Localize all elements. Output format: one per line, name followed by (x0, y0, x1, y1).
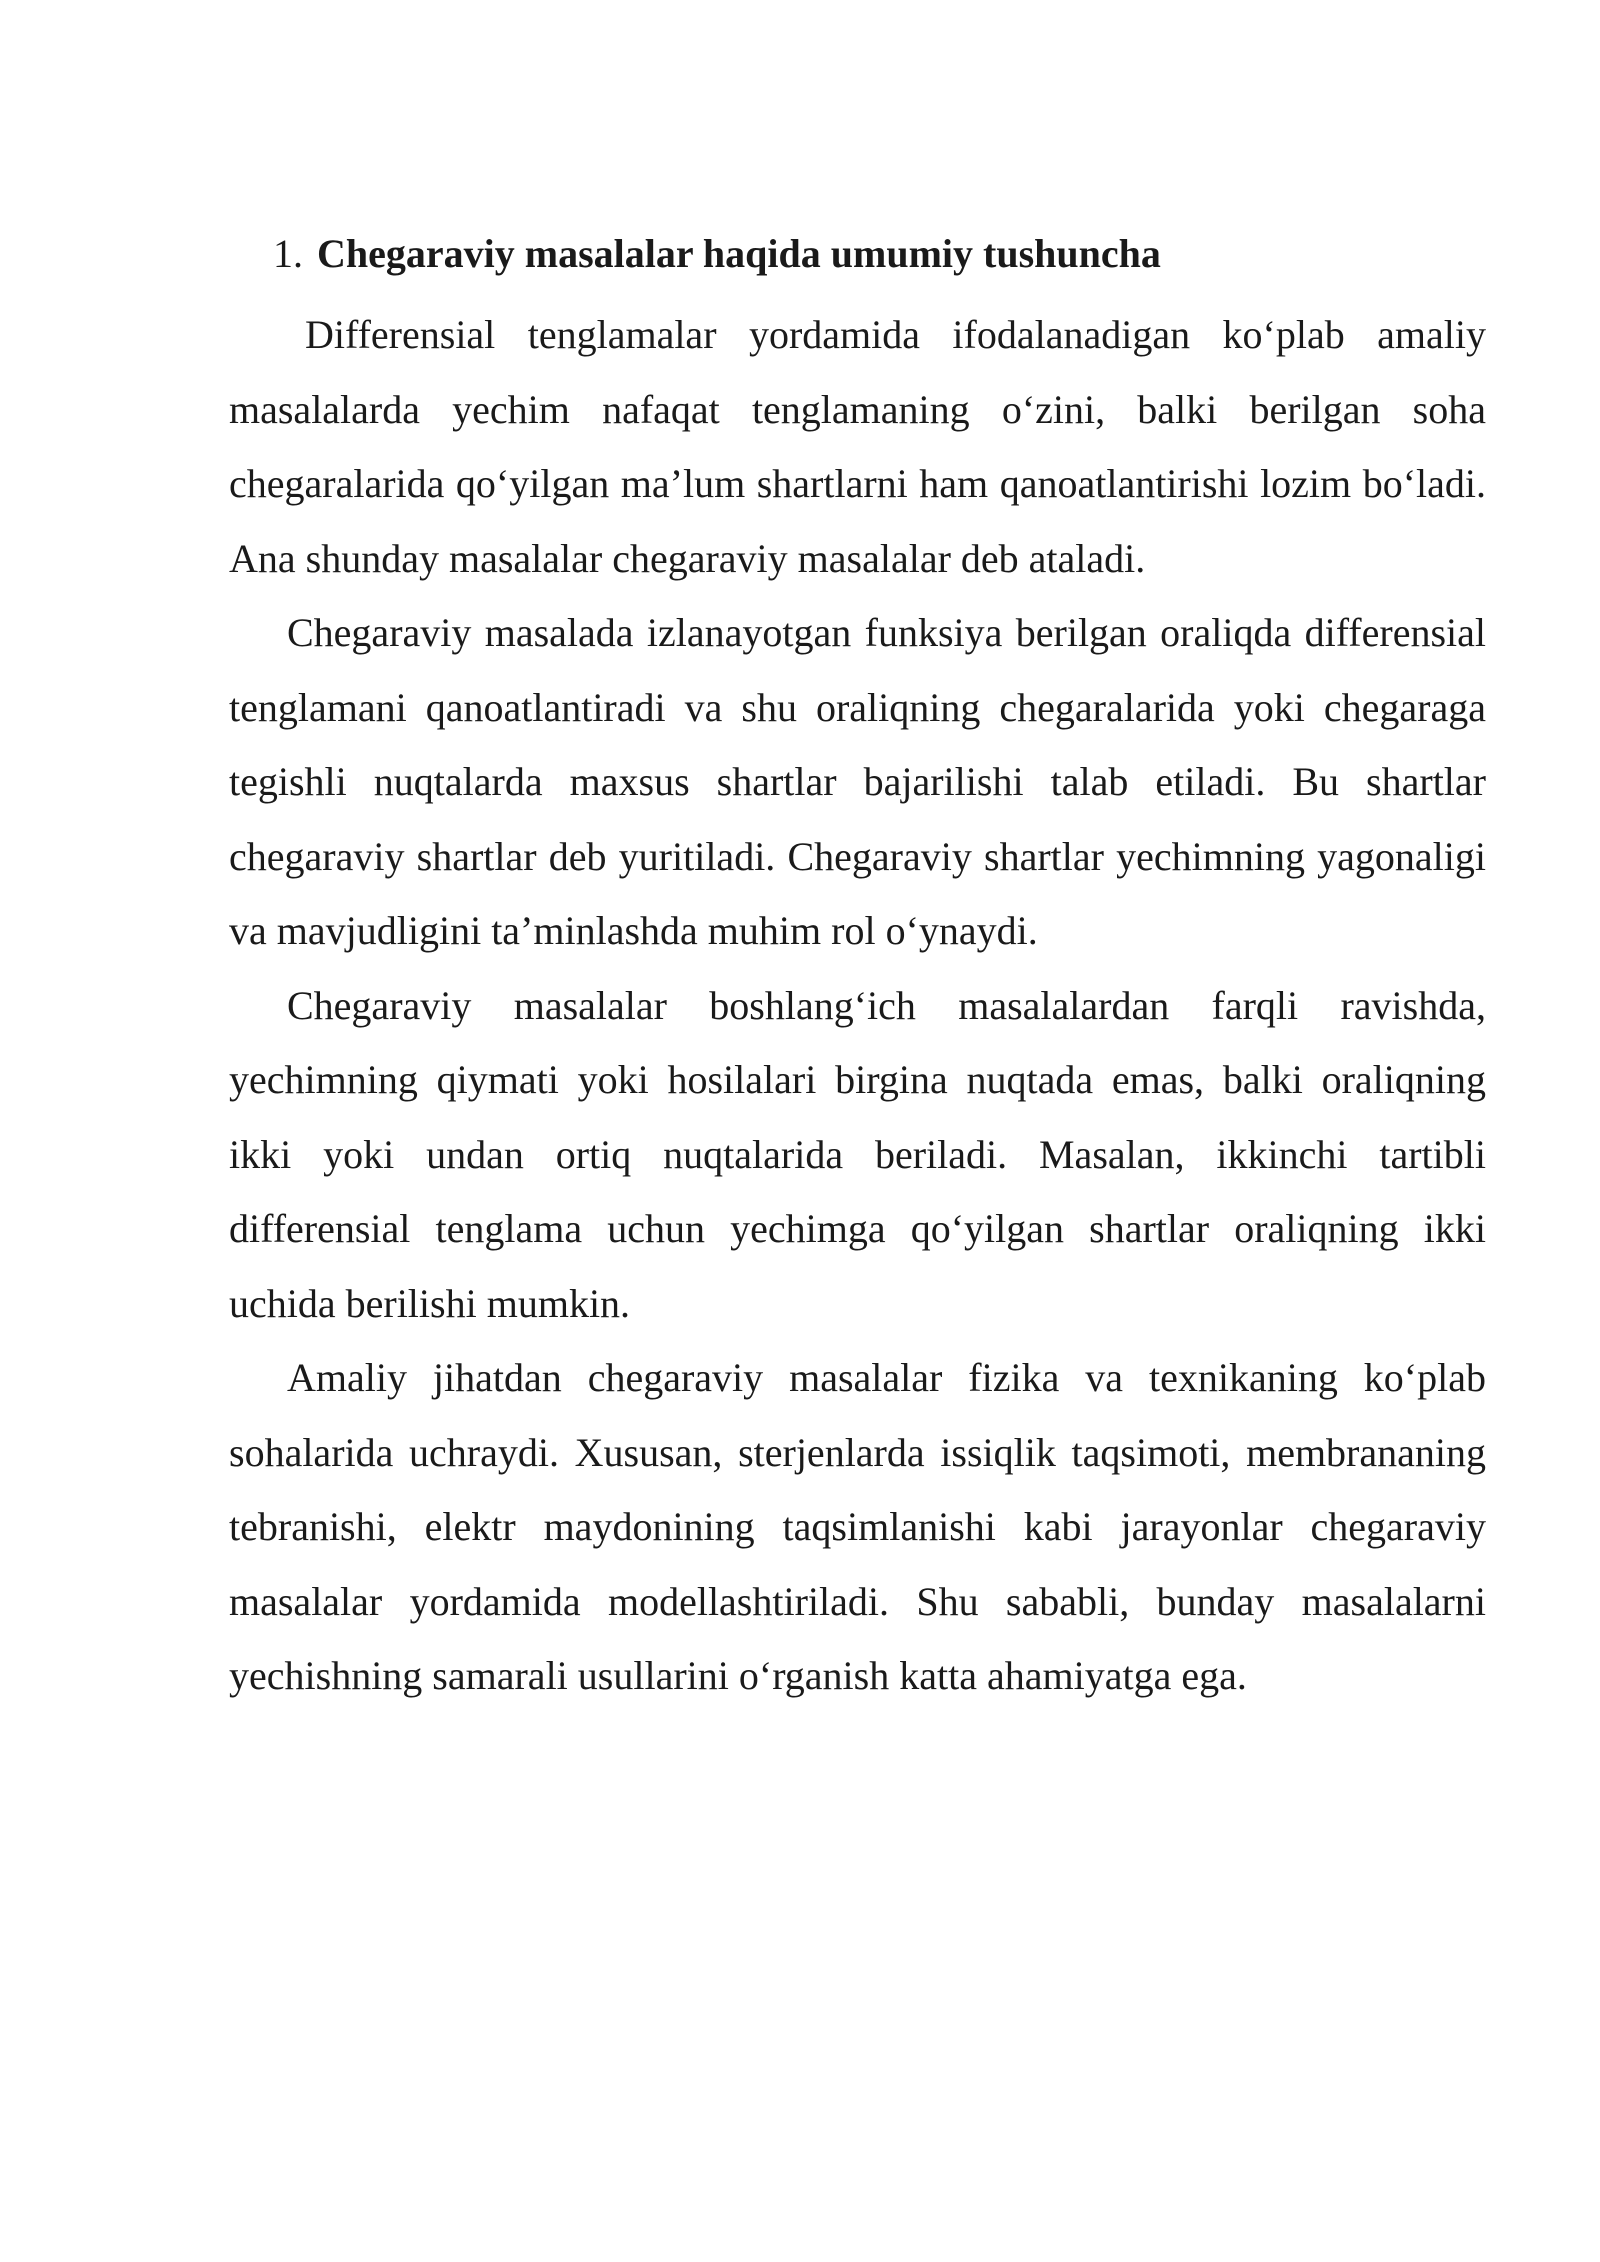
paragraph-definition: Chegaraviy masalada izlanayotgan funksiya berilgan oraliqda differensial tenglamani qanoatlantiradi va shu oraliqning chegaralarida yoki chegaraga tegishli nuqtalarda maxsus shartlar bajarilishi talab etiladi. Bu shartlar chegaraviy shartlar deb yuritiladi. Chegaraviy shartlar yechimning yagonaligi va mavjudligini ta’minlashda muhim rol o‘ynaydi. (229, 610, 1486, 953)
paragraph-comparison: Chegaraviy masalalar boshlang‘ich masalalardan farqli ravishda, yechimning qiymati yoki hosilalari birgina nuqtada emas, balki oraliqning ikki yoki undan ortiq nuqtalarida beriladi. Masalan, ikkinchi tartibli differensial tenglama uchun yechimga qo‘yilgan shartlar oraliqning ikki uchida berilishi mumkin. (229, 982, 1486, 1326)
section-title: Chegaraviy masalalar haqida umumiy tushuncha (317, 231, 1161, 276)
section-heading (273, 224, 1486, 284)
paragraph-intro: Differensial tenglamalar yordamida ifodalanadigan ko‘plab amaliy masalalarda yechim nafaqat tenglamaning o‘zini, balki berilgan soha chegaralarida qo‘yilgan ma’lum shartlarni ham qanoatlantirishi lozim bo‘ladi. Ana shunday masalalar chegaraviy masalalar deb ataladi. (229, 312, 1486, 581)
section-number: 1. (273, 231, 303, 276)
paragraph-applications: Amaliy jihatdan chegaraviy masalalar fizika va texnikaning ko‘plab sohalarida uchraydi. Xususan, sterjenlarda issiqlik taqsimoti, membrananing tebranishi, elektr maydonining taqsimlanishi kabi jarayonlar chegaraviy masalalar yordamida modellashtiriladi. Shu sababli, bunday masalalarni yechishning samarali usullarini o‘rganish katta ahamiyatga ega. (229, 1355, 1486, 1698)
document-page (229, 224, 1486, 1714)
